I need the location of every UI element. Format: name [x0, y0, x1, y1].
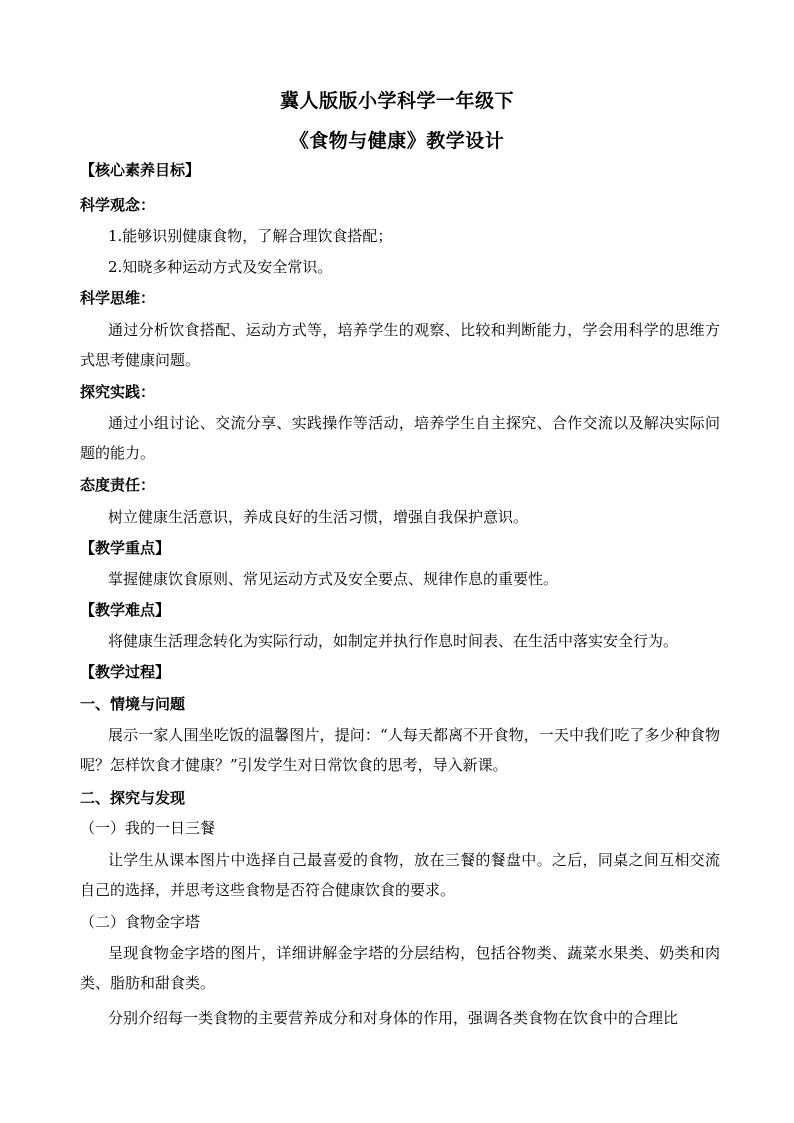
process-heading: 【教学过程】	[80, 663, 171, 681]
sci-thinking-heading: 科学思维：	[80, 289, 156, 307]
key-point-paragraph: 掌握健康饮食原则、常见运动方式及安全要点、规律作息的重要性。	[108, 570, 559, 588]
subsection1-paragraph: 让学生从课本图片中选择自己最喜爱的食物，放在三餐的餐盘中。之后，同桌之间互相交流自己的选择，并思考这些食物是否符合健康饮食的要求。	[80, 851, 720, 899]
core-goal-heading: 【核心素养目标】	[80, 161, 201, 179]
subsection2-paragraph: 呈现食物金字塔的图片，详细讲解金字塔的分层结构，包括谷物类、蔬菜水果类、奶类和肉类、脂肪和甜食类。	[80, 944, 720, 992]
inquiry-heading: 探究实践：	[80, 383, 156, 401]
difficulty-heading: 【教学难点】	[80, 601, 171, 619]
inquiry-paragraph: 通过小组讨论、交流分享、实践操作等活动，培养学生自主探究、合作交流以及解决实际问题的能力。	[80, 414, 720, 462]
doc-title-line1: 冀人版版小学科学一年级下	[279, 90, 514, 112]
key-point-heading: 【教学重点】	[80, 539, 171, 557]
concept-item-2: 2.知晓多种运动方式及安全常识。	[108, 258, 333, 276]
section1-heading: 一、情境与问题	[80, 695, 186, 713]
section2-heading: 二、探究与发现	[80, 789, 186, 807]
subsection2-heading: （二）食物金字塔	[80, 913, 201, 931]
concept-item-1: 1.能够识别健康食物，了解合理饮食搭配；	[108, 227, 393, 245]
subsection1-heading: （一）我的一日三餐	[80, 819, 216, 837]
section1-paragraph: 展示一家人围坐吃饭的温馨图片，提问：“人每天都离不开食物，一天中我们吃了多少种食物呢？怎样饮食才健康？”引发学生对日常饮食的思考，导入新课。	[80, 726, 720, 774]
attitude-paragraph: 树立健康生活意识，养成良好的生活习惯，增强自我保护意识。	[108, 508, 529, 526]
sci-concept-heading: 科学观念：	[80, 196, 156, 214]
doc-title-line2: 《食物与健康》教学设计	[289, 130, 505, 152]
thinking-paragraph: 通过分析饮食搭配、运动方式等，培养学生的观察、比较和判断能力，学会用科学的思维方式思考健康问题。	[80, 321, 720, 369]
difficulty-paragraph: 将健康生活理念转化为实际行动，如制定并执行作息时间表、在生活中落实安全行为。	[108, 632, 679, 650]
subsection2-paragraph-2: 分别介绍每一类食物的主要营养成分和对身体的作用，强调各类食物在饮食中的合理比	[108, 1009, 679, 1027]
attitude-heading: 态度责任：	[80, 476, 156, 494]
